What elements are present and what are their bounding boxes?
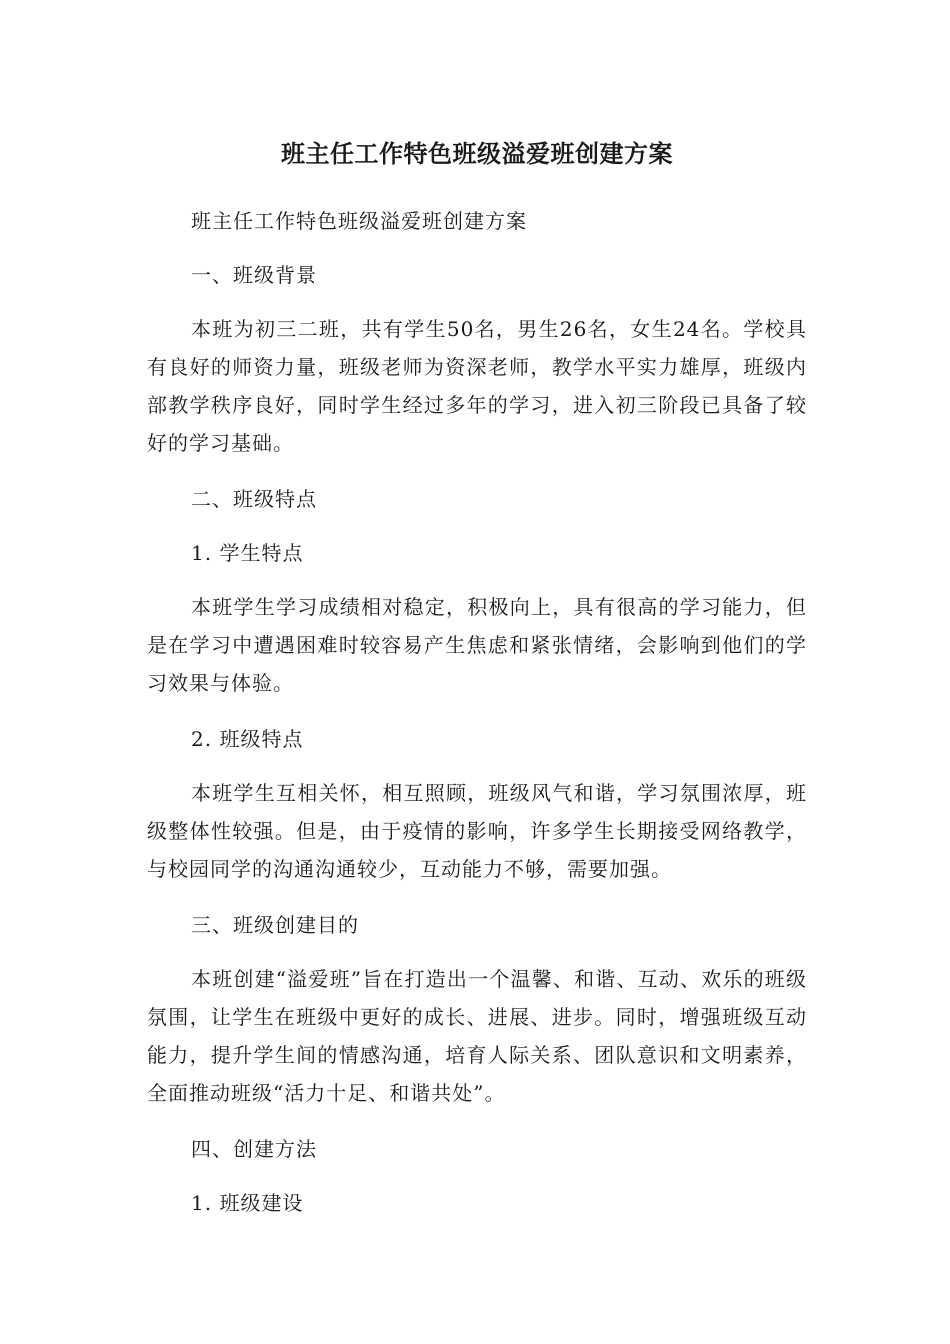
document-body xyxy=(147,132,807,1238)
section-heading-purpose: 三、班级创建目的 xyxy=(191,913,359,937)
purpose-paragraph: 本班创建“溢爱班”旨在打造出一个温馨、和谐、互动、欢乐的班级氛围，让学生在班级中更好的成长、进展、进步。同时，增强班级互动能力，提升学生间的情感沟通，培育人际关系、团队意识和文明素养，全面推动班级“活力十足、和谐共处”。 xyxy=(147,967,807,1105)
document-title: 班主任工作特色班级溢爱班创建方案 xyxy=(281,140,673,168)
class-features-paragraph: 本班学生互相关怀，相互照顾，班级风气和谐，学习氛围浓厚，班级整体性较强。但是，由于疫情的影响，许多学生长期接受网络教学，与校园同学的沟通沟通较少，互动能力不够，需要加强。 xyxy=(147,781,807,881)
subheading-class-building: 1. 班级建设 xyxy=(191,1191,304,1215)
section-heading-methods: 四、创建方法 xyxy=(191,1137,317,1161)
subheading-student-features: 1. 学生特点 xyxy=(191,541,304,565)
subtitle-paragraph: 班主任工作特色班级溢爱班创建方案 xyxy=(191,209,527,233)
student-features-paragraph: 本班学生学习成绩相对稳定，积极向上，具有很高的学习能力，但是在学习中遭遇困难时较容易产生焦虑和紧张情绪，会影响到他们的学习效果与体验。 xyxy=(147,595,807,695)
background-paragraph: 本班为初三二班，共有学生50名，男生26名，女生24名。学校具有良好的师资力量，班级老师为资深老师，教学水平实力雄厚，班级内部教学秩序良好，同时学生经过多年的学习，进入初三阶段已具备了较好的学习基础。 xyxy=(147,317,807,455)
subheading-class-features: 2. 班级特点 xyxy=(191,727,304,751)
section-heading-features: 二、班级特点 xyxy=(191,487,317,511)
section-heading-background: 一、班级背景 xyxy=(191,263,317,287)
